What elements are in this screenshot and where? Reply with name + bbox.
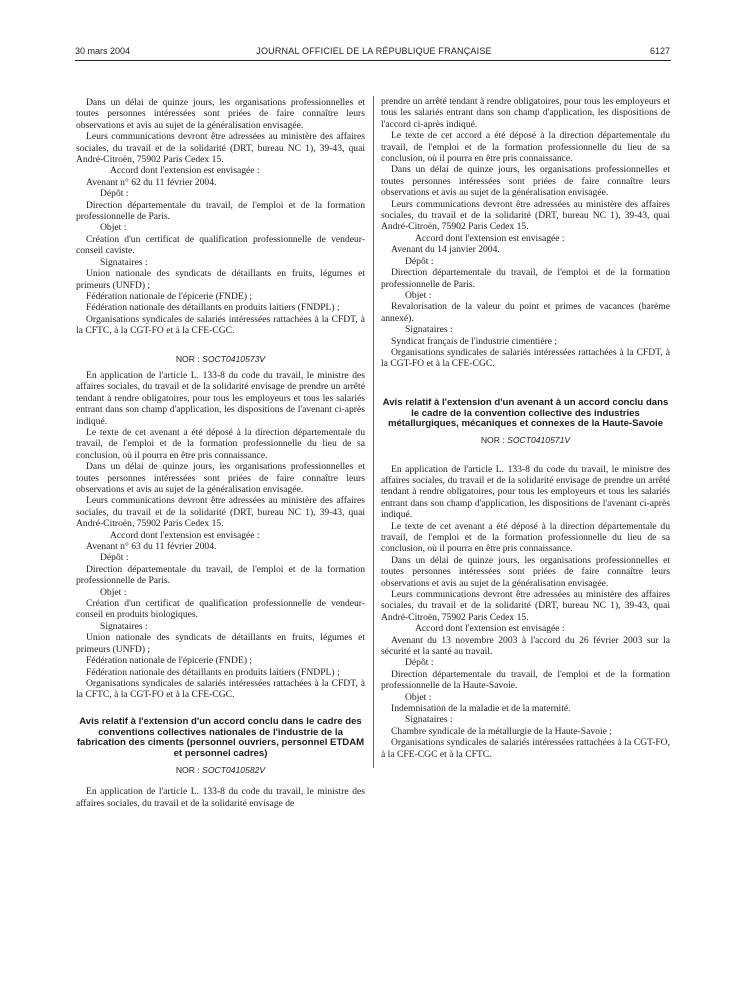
paragraph: Création d'un certificat de qualification professionnelle de vendeur-conseil en produits biologiques. (76, 598, 365, 621)
paragraph: Fédération nationale des détaillants en produits laitiers (FNDPL) ; (86, 666, 340, 678)
nor-code: SOCT0410582V (202, 764, 266, 775)
nor-code: SOCT0410571V (507, 435, 571, 446)
paragraph: Leurs communications devront être adressées au ministère des affaires sociales, du travail et de la solidarité (DRT, bureau NC 1), 39-43, quai André-Citroën, 75902 Paris Cedex 15. (381, 589, 670, 623)
spacer (381, 452, 670, 464)
section-label: Accord dont l'extension est envisagée : (110, 165, 260, 177)
paragraph: Dans un délai de quinze jours, les organisations professionnelles et toutes personnes intéressées sont priées de faire connaître leurs observations et avis au sujet de la généralisation envisagée. (381, 554, 670, 589)
paragraph: Organisations syndicales de salariés intéressées rattachées à la CFDT, à la CGT-FO et à la CFE-CGC. (381, 346, 670, 370)
section-label: Objet : (405, 289, 432, 301)
paragraph: Union nationale des syndicats de détaillants en fruits, légumes et primeurs (UNFD) ; (76, 632, 365, 655)
paragraph: prendre un arrêté tendant à rendre obligatoires, pour tous les employeurs et tous les salariés entrant dans son champ d'application, les dispositions de l'accord ci-après indiqué. (381, 96, 670, 130)
paragraph: Dans un délai de quinze jours, les organisations professionnelles et toutes personnes intéressées sont priées de faire connaître leurs observations et avis au sujet de la généralisation envisagée. (76, 97, 365, 131)
paragraph: Direction départementale du travail, de l'emploi et de la formation professionnelle de Paris. (76, 563, 365, 587)
left-column (76, 97, 365, 809)
section-label: Objet : (100, 222, 127, 234)
header-title: JOURNAL OFFICIEL DE LA RÉPUBLIQUE FRANÇAISE (256, 46, 492, 56)
nor-prefix: NOR : (480, 435, 505, 446)
paragraph: Dans un délai de quinze jours, les organisations professionnelles et toutes personnes intéressées sont priées de faire connaître leurs observations et avis au sujet de la généralisation envisagée. (76, 461, 365, 495)
paragraph: Fédération nationale des détaillants en produits laitiers (FNDPL) ; (86, 302, 340, 314)
nor-prefix: NOR : (175, 353, 200, 364)
section-label: Objet : (100, 586, 127, 598)
spacer (381, 370, 670, 382)
nor-prefix: NOR : (175, 764, 200, 775)
section-label: Signataires : (100, 620, 148, 632)
paragraph: Le texte de cet accord a été déposé à la direction départementale du travail, de l'emploi et de la formation professionnelle du lieu de sa conclusion, où il pourra en être pris connaissance. (381, 130, 670, 165)
paragraph: Leurs communications devront être adressées au ministère des affaires sociales, du travail et de la solidarité (DRT, bureau NC 1), 39-43, quai André-Citroën, 75902 Paris Cedex 15. (76, 131, 365, 166)
section-label: Dépôt : (100, 552, 129, 564)
section-label: Dépôt : (405, 657, 434, 669)
section-label: Signataires : (405, 324, 453, 336)
paragraph: Direction départementale du travail, de l'emploi et de la formation professionnelle de Paris. (76, 199, 365, 223)
paragraph: Avenant n° 62 du 11 février 2004. (86, 176, 217, 188)
paragraph: Fédération nationale de l'épicerie (FNDE) ; (86, 290, 253, 302)
paragraph: Avenant du 14 janvier 2004. (391, 244, 500, 256)
paragraph: En application de l'article L. 133-8 du code du travail, le ministre des affaires sociales, du travail et de la solidarité envisage de (76, 786, 365, 809)
paragraph: Chambre syndicale de la métallurgie de la Haute-Savoie ; (391, 725, 612, 737)
paragraph: Leurs communications devront être adressées au ministère des affaires sociales, du travail et de la solidarité (DRT, bureau NC 1), 39-43, quai André-Citroën, 75902 Paris Cedex 15. (381, 198, 670, 233)
nor-reference (381, 435, 670, 446)
paragraph: Syndicat français de l'industrie cimentière ; (391, 335, 558, 347)
column-divider (373, 96, 374, 768)
notice-heading: Avis relatif à l'extension d'un avenant à un accord conclu dans le cadre de la convention collective des industries métallurgiques, mécaniques et connexes de la Haute-Savoie (382, 396, 669, 430)
spacer (76, 337, 365, 349)
paragraph: Indemnisation de la maladie et de la maternité. (391, 703, 571, 715)
paragraph: Dans un délai de quinze jours, les organisations professionnelles et toutes personnes intéressées sont priées de faire connaître leurs observations et avis au sujet de la généralisation envisagée. (381, 164, 670, 199)
header-date: 30 mars 2004 (75, 46, 131, 56)
paragraph: Organisations syndicales de salariés intéressées rattachées à la CFDT, à la CFTC, à la CGT-FO et à la CFE-CGC. (76, 313, 365, 337)
section-label: Objet : (405, 691, 432, 703)
header-rule (75, 60, 671, 61)
section-label: Accord dont l'extension est envisagée : (110, 529, 260, 541)
header-page-number: 6127 (650, 46, 671, 56)
paragraph: Création d'un certificat de qualification professionnelle de vendeur-conseil caviste. (76, 233, 365, 257)
paragraph: En application de l'article L. 133-8 du code du travail, le ministre des affaires sociales, du travail et de la solidarité envisage de prendre un arrêté tendant à rendre obligatoires, pour tous les employeurs et tous les salariés entrant dans son champ d'application, les dispositions de l'avenant ci-après indiqué. (381, 463, 670, 521)
paragraph: En application de l'article L. 133-8 du code du travail, le ministre des affaires sociales, du travail et de la solidarité envisage de prendre un arrêté tendant à rendre obligatoires, pour tous les employeurs et tous les salariés entrant dans son champ d'application, les dispositions de l'avenant ci-après indiqué. (76, 369, 365, 427)
paragraph: Le texte de cet avenant a été déposé à la direction départementale du travail, de l'emploi et de la formation professionnelle du lieu de sa conclusion, où il pourra en être pris connaissance. (76, 426, 365, 461)
section-label: Dépôt : (100, 188, 129, 200)
paragraph: Le texte de cet avenant a été déposé à la direction départementale du travail, de l'emploi et de la formation professionnelle du lieu de sa conclusion, où il pourra en être pris connaissance. (381, 520, 670, 555)
paragraph: Union nationale des syndicats de détaillants en fruits, légumes et primeurs (UNFD) ; (76, 268, 365, 291)
right-column (381, 96, 670, 760)
section-label: Signataires : (405, 714, 453, 726)
section-label: Signataires : (100, 256, 148, 268)
nor-reference (76, 354, 365, 365)
nor-code: SOCT0410573V (202, 353, 266, 364)
paragraph: Organisations syndicales de salariés intéressées rattachées à la CGT-FO, à la CFE-CGC et à la CFTC. (381, 737, 670, 760)
paragraph: Direction départementale du travail, de l'emploi et de la formation professionnelle de la Haute-Savoie. (381, 668, 670, 692)
paragraph: Leurs communications devront être adressées au ministère des affaires sociales, du travail et de la solidarité (DRT, bureau NC 1), 39-43, quai André-Citroën, 75902 Paris Cedex 15. (76, 495, 365, 530)
paragraph: Organisations syndicales de salariés intéressées rattachées à la CFDT, à la CFTC, à la CGT-FO et à la CFE-CGC. (76, 677, 365, 701)
section-label: Dépôt : (405, 255, 434, 267)
paragraph: Avenant n° 63 du 11 février 2004. (86, 541, 217, 553)
nor-reference (76, 765, 365, 776)
paragraph: Fédération nationale de l'épicerie (FNDE) ; (86, 655, 253, 667)
paragraph: Revalorisation de la valeur du point et primes de vacances (barème annexé). (381, 301, 670, 324)
paragraph: Avenant du 13 novembre 2003 à l'accord du 26 février 2003 sur la sécurité et la santé au travail. (381, 634, 670, 658)
notice-heading: Avis relatif à l'extension d'un accord conclu dans le cadre des conventions collectives nationales de l'industrie de la fabrication des ciments (personnel ouvriers, personnel ETDAM et personnel cadres) (76, 715, 365, 760)
section-label: Accord dont l'extension est envisagée : (415, 232, 565, 244)
paragraph: Direction départementale du travail, de l'emploi et de la formation professionnelle de Paris. (381, 267, 670, 290)
section-label: Accord dont l'extension est envisagée : (415, 623, 565, 635)
